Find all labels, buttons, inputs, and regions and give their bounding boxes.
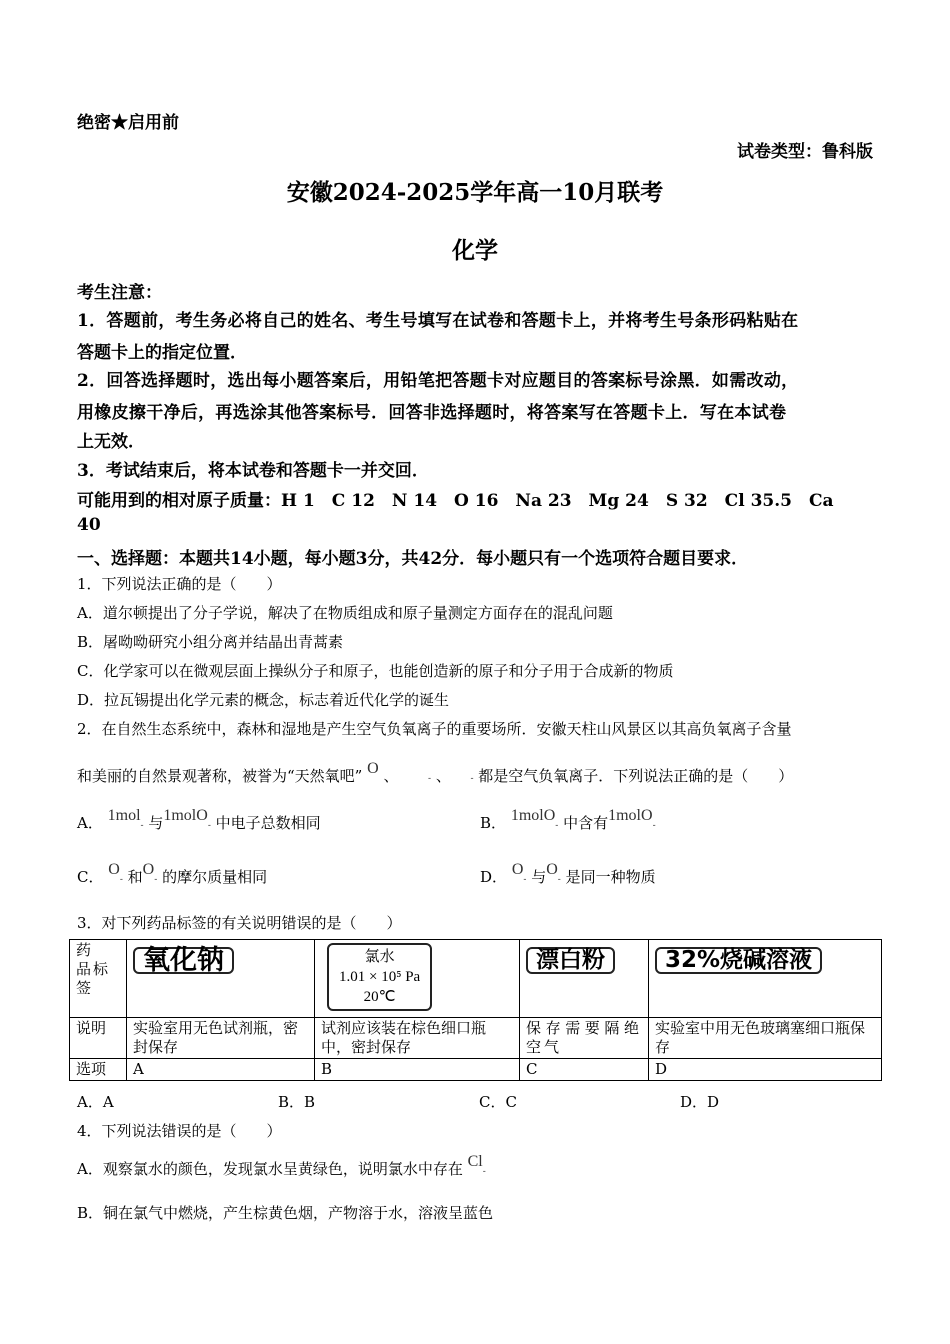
q3-answer-b: B．B xyxy=(278,1093,316,1111)
exam-title: 安徽2024-2025学年高一10月联考 xyxy=(286,179,664,206)
notice-line-1: 1．答题前，考生务必将自己的姓名、考生号填写在试卷和答题卡上，并将考生号条形码粘贴在 xyxy=(77,311,799,331)
sodium-oxide-label: 氧化钠 xyxy=(133,947,234,974)
q2-stem-line-2: 和美丽的自然景观著称，被誉为“天然氧吧” O 、 - 、 - 都是空气负氧离子．下列说法正确的是（ ） xyxy=(77,760,794,785)
label-cell-a xyxy=(127,940,315,1018)
q1-option-d: D．拉瓦锡提出化学元素的概念，标志着近代化学的诞生 xyxy=(77,691,450,709)
atomic-mass-line: 可能用到的相对原子质量：H 1 C 12 N 14 O 16 Na 23 Mg 24 S 32 Cl 35.5 Ca xyxy=(77,491,834,511)
note-d: 实验室中用无色玻璃塞细口瓶保存 xyxy=(649,1018,882,1059)
subject-title: 化学 xyxy=(452,237,498,264)
option-a: A xyxy=(127,1059,315,1081)
atomic-mass-cont: 40 xyxy=(77,515,101,535)
notice-line-5: 上无效． xyxy=(77,432,145,452)
q3-stem: 3．对下列药品标签的有关说明错误的是（ ） xyxy=(77,914,402,932)
q3-answer-c: C．C xyxy=(479,1093,517,1111)
table-row xyxy=(70,1018,882,1059)
q4-stem: 4．下列说法错误的是（ ） xyxy=(77,1122,282,1140)
notice-line-2: 答题卡上的指定位置． xyxy=(77,343,247,363)
row-header-note: 说明 xyxy=(70,1018,127,1059)
q4-option-a-text: A．观察氯水的颜色，发现氯水呈黄绿色，说明氯水中存在 xyxy=(77,1160,463,1178)
secret-mark: 绝密★启用前 xyxy=(77,113,179,133)
chlorine-water-label xyxy=(327,943,432,1011)
section-heading: 一、选择题：本题共14小题，每小题3分，共42分．每小题只有一个选项符合题目要求． xyxy=(77,549,749,569)
q2-option-b: B． 1molO- 中含有1molO- xyxy=(480,807,656,832)
q1-option-c: C．化学家可以在微观层面上操纵分子和原子，也能创造新的原子和分子用于合成新的物质 xyxy=(77,662,674,680)
q2-separator: 、 xyxy=(435,767,451,785)
q3-answer-d: D．D xyxy=(680,1093,720,1111)
q1-option-a: A．道尔顿提出了分子学说，解决了在物质组成和原子量测定方面存在的混乱问题 xyxy=(77,604,613,622)
chlorine-water-temp: 20℃ xyxy=(363,989,396,1005)
q3-answer-a: A．A xyxy=(77,1093,114,1111)
caustic-soda-label: 32%烧碱溶液 xyxy=(655,947,822,974)
chlorine-water-name: 氯水 xyxy=(364,949,395,965)
bleaching-powder-label: 漂白粉 xyxy=(526,947,615,974)
q1-option-b: B．屠呦呦研究小组分离并结晶出青蒿素 xyxy=(77,633,344,651)
q2-option-c: C． O- 和O- 的摩尔质量相同 xyxy=(77,861,268,886)
q2-stem-text: 和美丽的自然景观著称，被誉为“天然氧吧” xyxy=(77,767,363,785)
note-b: 试剂应该装在棕色细口瓶中，密封保存 xyxy=(315,1018,520,1059)
option-c: C xyxy=(520,1059,649,1081)
option-b: B xyxy=(315,1059,520,1081)
q4-option-b: B．铜在氯气中燃烧，产生棕黄色烟，产物溶于水，溶液呈蓝色 xyxy=(77,1204,494,1222)
paper-type: 试卷类型：鲁科版 xyxy=(737,142,873,162)
option-d: D xyxy=(649,1059,882,1081)
q4-option-a: A．观察氯水的颜色，发现氯水呈黄绿色，说明氯水中存在 Cl- xyxy=(77,1153,486,1178)
row-header-label: 药 品标签 xyxy=(70,940,127,1018)
q1-stem: 1．下列说法正确的是（ ） xyxy=(77,575,282,593)
q2-option-d: D． O- 与O- 是同一种物质 xyxy=(480,861,656,886)
q2-stem-line-1: 2．在自然生态系统中，森林和湿地是产生空气负氧离子的重要场所．安徽天柱山风景区以其高负氧离子含量 xyxy=(77,720,792,738)
row-header-option: 选项 xyxy=(70,1059,127,1081)
label-cell-d xyxy=(649,940,882,1018)
q2-option-a: A． 1mol- 与1molO- 中电子总数相同 xyxy=(77,807,321,832)
q2-separator: 、 xyxy=(383,767,399,785)
table-row xyxy=(70,940,882,1018)
notice-line-6: 3．考试结束后，将本试卷和答题卡一并交回． xyxy=(77,461,429,481)
notice-heading: 考生注意： xyxy=(77,283,162,303)
note-a: 实验室用无色试剂瓶，密封保存 xyxy=(127,1018,315,1059)
q4-formula-cl: Cl xyxy=(467,1153,483,1170)
notice-line-4: 用橡皮擦干净后，再选涂其他答案标号．回答非选择题时，将答案写在答题卡上．写在本试卷 xyxy=(77,403,787,423)
chlorine-water-pressure: 1.01 × 10⁵ Pa xyxy=(339,969,421,985)
note-c: 保存需要隔绝空气 xyxy=(520,1018,649,1059)
label-cell-b xyxy=(315,940,520,1018)
q2-formula-o2: O xyxy=(367,760,379,777)
label-cell-c xyxy=(520,940,649,1018)
table-row xyxy=(70,1059,882,1081)
notice-line-3: 2．回答选择题时，选出每小题答案后，用铅笔把答题卡对应题目的答案标号涂黑．如需改动， xyxy=(77,371,799,391)
q2-stem-text-tail: 都是空气负氧离子．下列说法正确的是（ ） xyxy=(478,767,794,785)
reagent-label-table xyxy=(69,939,882,1081)
